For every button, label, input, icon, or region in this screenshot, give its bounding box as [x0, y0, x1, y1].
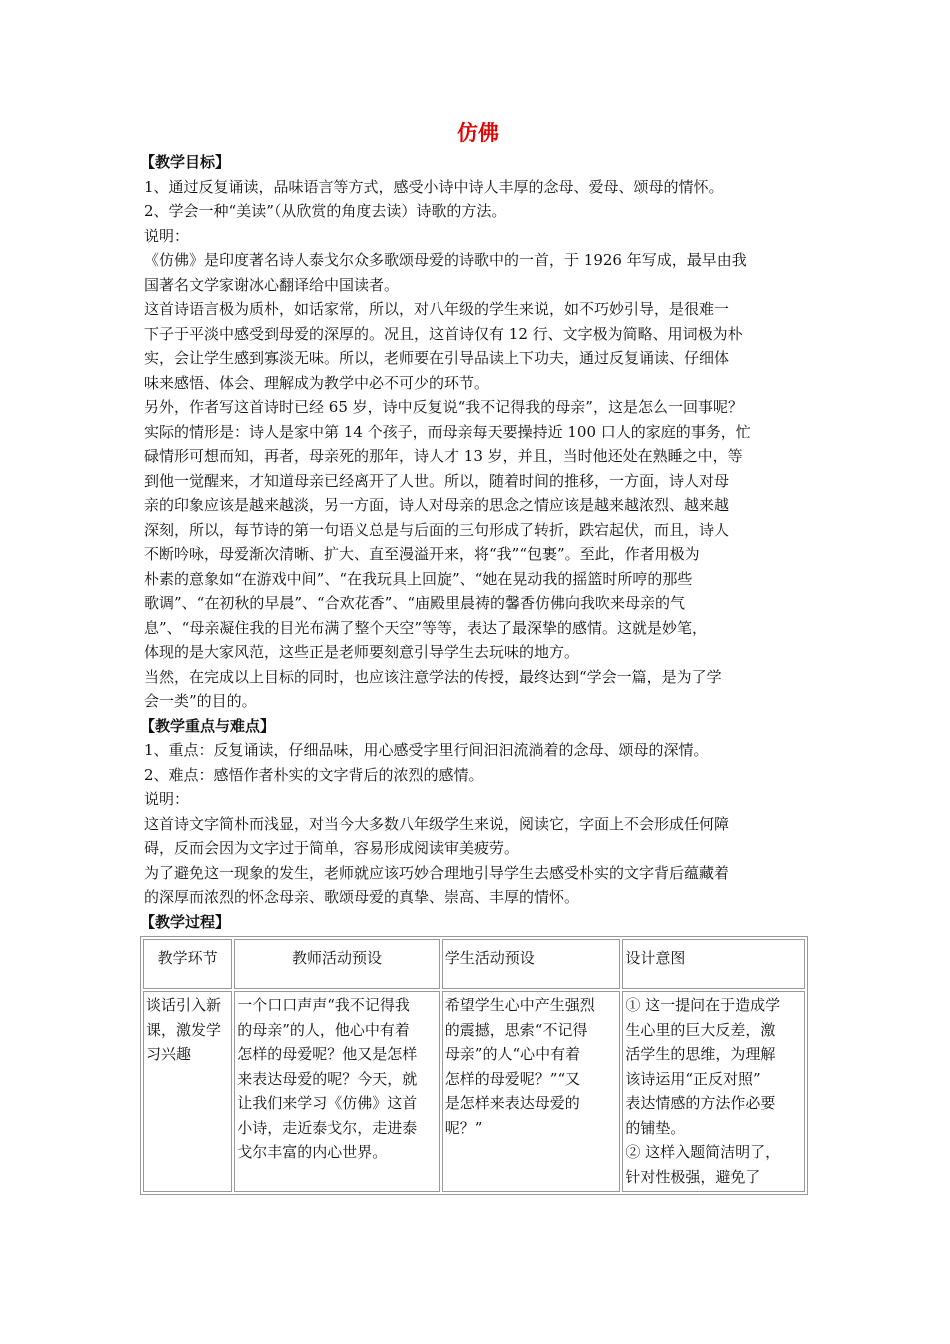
paragraph-line: 碍，反而会因为文字过于简单，容易形成阅读审美疲劳。 [144, 839, 520, 857]
teaching-process-table [140, 936, 808, 1195]
paragraph-line: 体现的是大家风范，这些正是老师要刻意引导学生去玩味的地方。 [144, 643, 580, 661]
paragraph-line: 为了避免这一现象的发生，老师就应该巧妙合理地引导学生去感受朴实的文字背后蕴藏着 [144, 863, 730, 882]
cell-line: 表达情感的方法作必要 [625, 1094, 776, 1112]
paragraph-line: 味来感悟、体会、理解成为教学中必不可少的环节。 [144, 373, 490, 392]
paragraph-line: 朴素的意象如“在游戏中间”、“在我玩具上回旋”、“她在晃动我的摇篮时所哼的那些 [144, 569, 693, 588]
cell-stage [143, 991, 232, 1192]
cell-line: 谈话引入新 [146, 996, 222, 1014]
cell-line: 是怎样来表达母爱的 [444, 1094, 580, 1112]
paragraph [144, 297, 812, 395]
cell-line: 怎样的母爱呢？他又是怎样 [237, 1045, 418, 1063]
paragraph-line: 息”、“母亲凝住我的目光布满了整个天空”等等，表达了最深挚的感情。这就是妙笔， [144, 618, 708, 637]
objectives-heading: 【教学目标】 [140, 153, 231, 171]
keypoints-heading: 【教学重点与难点】 [140, 716, 276, 735]
cell-line: 习兴趣 [146, 1045, 192, 1063]
paragraph-line: 国著名文学家谢冰心翻译给中国读者。 [144, 275, 400, 294]
paragraph-line: 这首诗文字简朴而浅显，对当今大多数八年级学生来说，阅读它，字面上不会形成任何障 [144, 814, 730, 833]
document-page [140, 118, 812, 1195]
cell-line: 的母亲”的人，他心中有着 [237, 1020, 410, 1039]
paragraph [144, 395, 812, 665]
paragraph-line: 碌情形可想而知，再者，母亲死的那年，诗人才 13 岁，并且，当时他还处在熟睡之中，等 [144, 447, 743, 465]
cell-line: 生心里的巨大反差，激 [625, 1020, 776, 1039]
objective-line: 1、通过反复诵读，品味语言等方式，感受小诗中诗人丰厚的念母、爱母、颂母的情怀。 [144, 177, 724, 196]
paragraph-line: 当然，在完成以上目标的同时，也应该注意学法的传授，最终达到“学会一篇，是为了学 [144, 667, 722, 686]
paragraph-line: 下子于平淡中感受到母爱的深厚的。况且，这首诗仅有 12 行、文字极为简略、用词极为朴 [144, 324, 743, 343]
paragraph-line: 歌调”、“在初秋的早晨”、“合欢花香”、“庙殿里晨祷的馨香仿佛向我吹来母亲的气 [144, 594, 686, 612]
cell-line: 针对性极强，避免了 [625, 1167, 761, 1186]
cell-line: 希望学生心中产生强烈 [444, 996, 595, 1014]
cell-line: 呢？” [444, 1118, 483, 1137]
paragraph-line: 不断吟咏，母爱渐次清晰、扩大、直至漫溢开来，将“我”“包裹”。至此，作者用极为 [144, 545, 700, 563]
table-row [143, 991, 805, 1192]
cell-line: 来表达母爱的呢？今天，就 [237, 1069, 418, 1088]
keypoint-line: 1、重点：反复诵读，仔细品味，用心感受字里行间汩汩流淌着的念母、颂母的深情。 [144, 741, 709, 759]
header-design-intent: 设计意图 [622, 939, 805, 989]
cell-design-intent [622, 991, 805, 1192]
document-title: 仿佛 [457, 121, 499, 145]
paragraph [144, 248, 812, 297]
paragraph [144, 812, 812, 861]
cell-line: 的铺垫。 [625, 1118, 686, 1137]
cell-line: ① 这一提问在于造成学 [625, 996, 781, 1014]
cell-line: 母亲”的人“心中有着 [444, 1045, 581, 1063]
paragraph-line: 实际的情形是：诗人是家中第 14 个孩子，而母亲每天要操持近 100 口人的家庭的事务，忙 [144, 422, 751, 441]
paragraph-line: 会一类”的目的。 [144, 692, 257, 710]
cell-line: 课，激发学 [146, 1020, 222, 1039]
paragraph [144, 861, 812, 910]
cell-line: 小诗，走近泰戈尔，走进泰 [237, 1118, 418, 1137]
objective-line: 2、学会一种“美读”（从欣赏的角度去读）诗歌的方法。 [144, 202, 507, 220]
cell-line: 一个口口声声“我不记得我 [237, 996, 410, 1014]
paragraph-line: 《仿佛》是印度著名诗人泰戈尔众多歌颂母爱的诗歌中的一首，于 1926 年写成，最早由我 [144, 251, 747, 269]
paragraph-line: 到他一觉醒来，才知道母亲已经离开了人世。所以，随着时间的推移，一方面，诗人对母 [144, 471, 730, 490]
header-student-activity: 学生活动预设 [442, 939, 621, 989]
cell-line: 怎样的母爱呢？”“又 [444, 1069, 581, 1088]
explanation-label: 说明： [144, 226, 190, 245]
paragraph-line: 实，会让学生感到寡淡无味。所以，老师要在引导品读上下功夫，通过反复诵读、仔细体 [144, 349, 730, 367]
cell-line: 活学生的思维，为理解 [625, 1045, 776, 1063]
paragraph-line: 的深厚而浓烈的怀念母亲、歌颂母爱的真挚、崇高、丰厚的情怀。 [144, 888, 580, 906]
paragraph-line: 深刻，所以，每节诗的第一句语义总是与后面的三句形成了转折，跌宕起伏，而且，诗人 [144, 520, 730, 539]
cell-line: 该诗运用“正反对照” [625, 1069, 761, 1088]
cell-line: ② 这样入题简洁明了， [625, 1143, 781, 1161]
process-heading: 【教学过程】 [140, 912, 231, 931]
explanation-label: 说明： [144, 790, 190, 808]
cell-line: 让我们来学习《仿佛》这首 [237, 1094, 418, 1112]
table-header-row [143, 939, 805, 989]
cell-line: 戈尔丰富的内心世界。 [237, 1143, 388, 1161]
paragraph-line: 这首诗语言极为质朴，如话家常，所以，对八年级的学生来说，如不巧妙引导，是很难一 [144, 300, 730, 318]
paragraph-line: 另外，作者写这首诗时已经 65 岁，诗中反复说“我不记得我的母亲”，这是怎么一回事呢？ [144, 398, 743, 416]
header-teacher-activity: 教师活动预设 [234, 939, 440, 989]
cell-student-activity [442, 991, 621, 1192]
paragraph [144, 665, 812, 714]
cell-line: 的震撼，思索“不记得 [444, 1020, 588, 1039]
paragraph-line: 亲的印象应该是越来越淡，另一方面，诗人对母亲的思念之情应该是越来越浓烈、越来越 [144, 496, 730, 514]
cell-teacher-activity [234, 991, 440, 1192]
header-stage: 教学环节 [143, 939, 232, 989]
keypoint-line: 2、难点：感悟作者朴实的文字背后的浓烈的感情。 [144, 765, 484, 784]
